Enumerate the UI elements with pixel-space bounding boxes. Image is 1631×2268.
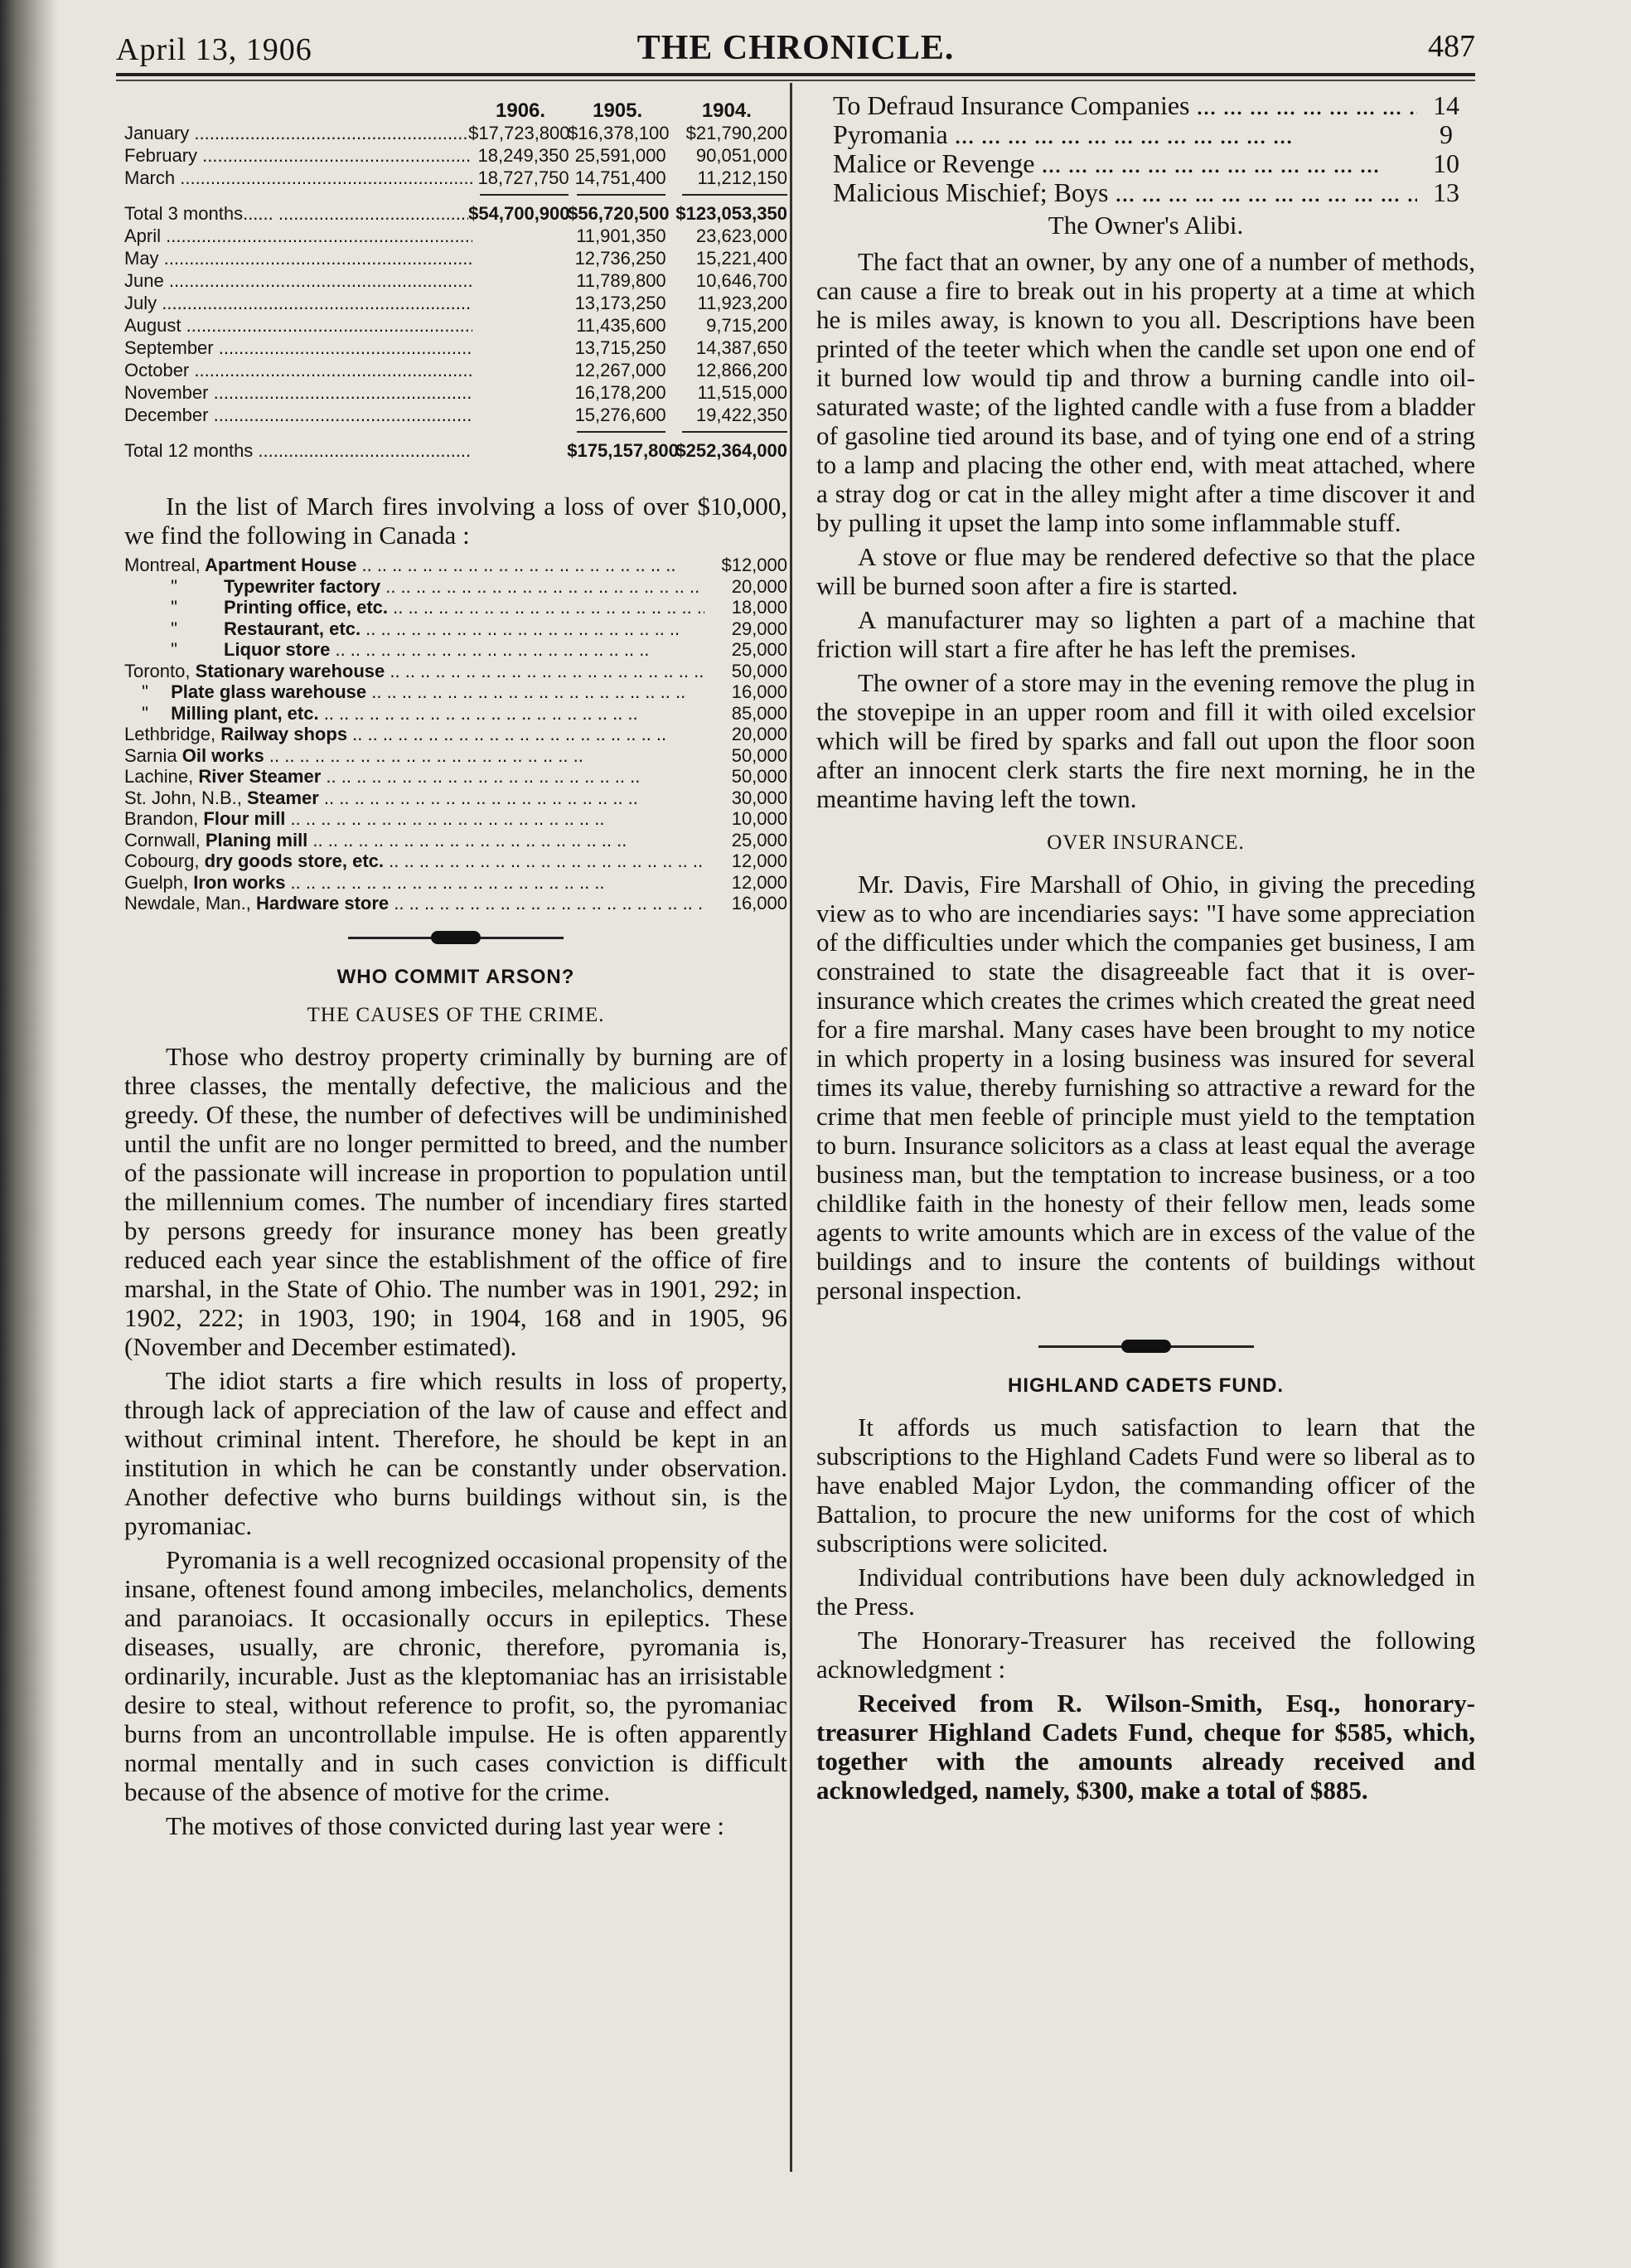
cadets-paragraph-1: It affords us much satisfaction to learn that the subscriptions to the Highland Cadets Fund were so liberal as to have enabled Major Lydon, the commanding officer of the Battalion, to procure the new uniforms for the cost of which subscriptions were solicited. (816, 1413, 1475, 1558)
arson-subheading: THE CAUSES OF THE CRIME. (307, 1003, 605, 1026)
alibi-paragraph-4: The owner of a store may in the evening remove the plug in the stovepipe in an upper room and fill it with oiled excelsior which will be fired by sparks and fall out upon the floor soon after an innocent clerk starts the fire next morning, he in the meantime having left the town. (816, 668, 1475, 813)
binding-shadow (0, 0, 58, 2268)
motives-list (833, 91, 1475, 207)
year-1904: 1904. (701, 99, 752, 122)
table-row (124, 167, 787, 189)
value-1904: $21,790,200 (685, 123, 787, 143)
value-1904: 11,212,150 (697, 167, 788, 188)
value-1904: 15,221,400 (695, 248, 788, 269)
motive-count: 13 (1433, 177, 1459, 207)
month-label: May ..... (124, 247, 472, 269)
fire-item: Oil works (181, 744, 264, 766)
over-insurance-paragraph: Mr. Davis, Fire Marshall of Ohio, in giving the preceding view as to who are incendiaries says: "I have some appreciation of the difficulties under which the companies get business, I am constrained to state the disagreeable fact that it is over-insurance which creates the crimes which created the great need for a fire marshal. Many cases have been brought to my notice in which property in a losing business was insured for several times its value, thereby furnishing so attractive a reward for the crime that men feeble of principle must yield to the temptation to burn. Insurance solicitors as a class at least equal the average business man, but the temptation to increase business, or a too childlike faith in the honesty of their fellow men, leads some agents to write amounts which are in excess of the value of the buildings and to insure the contents of buildings without personal inspection. (816, 870, 1475, 1305)
fire-value: 20,000 (731, 575, 787, 597)
over-insurance-heading: OVER INSURANCE. (1047, 831, 1245, 854)
fire-value: 18,000 (731, 597, 787, 618)
table-row (124, 292, 787, 314)
value-1905: 11,789,800 (576, 270, 666, 291)
fire-place: Toronto, (124, 660, 191, 681)
motive-count: 10 (1433, 148, 1459, 178)
fire-place: Lachine, (124, 766, 194, 787)
value-1905: 15,276,600 (574, 405, 666, 425)
fire-value: 16,000 (731, 893, 787, 914)
fire-item: Liquor store (224, 639, 331, 660)
header-rule (116, 73, 1475, 76)
total-label: Total 12 months ..... (124, 439, 471, 462)
value-1906: 18,249,350 (477, 145, 569, 166)
list-item (124, 639, 787, 661)
arson-heading: WHO COMMIT ARSON? (336, 965, 575, 988)
value-1904: 19,422,350 (695, 405, 788, 425)
fire-loss-table (124, 99, 787, 462)
table-row (124, 404, 787, 426)
fire-place: " (171, 618, 177, 639)
fire-value: 50,000 (731, 744, 787, 766)
value-1905: 14,751,400 (574, 167, 666, 188)
month-label: February ..... (124, 144, 472, 167)
alibi-heading: The Owner's Alibi. (1048, 211, 1244, 240)
header-date: April 13, 1906 (116, 32, 312, 67)
value-1906: $17,723,800 (468, 123, 570, 143)
month-label: August ..... (124, 314, 472, 337)
cadets-paragraph-3: The Honorary-Treasurer has received the following acknowledgment : (816, 1626, 1475, 1684)
fire-place: Brandon, (124, 808, 199, 829)
list-item (833, 178, 1475, 207)
value-1904: 23,623,000 (695, 225, 788, 246)
fire-value: 50,000 (731, 766, 787, 787)
table-row (124, 314, 787, 337)
section-ornament (816, 1338, 1475, 1354)
intro-paragraph: In the list of March fires involving a loss of over $10,000, we find the following in Canada : (124, 492, 787, 550)
section-ornament (124, 929, 787, 946)
value-1906: $54,700,900 (468, 203, 570, 224)
fire-item: Apartment House (205, 555, 357, 575)
value-1905: 11,435,600 (576, 315, 666, 336)
list-item (124, 850, 787, 872)
table-row (124, 247, 787, 269)
month-label: November ..... (124, 381, 472, 404)
month-label: October ..... (124, 359, 472, 381)
motive-label: Malice or Revenge ... . (833, 149, 1417, 178)
value-1905: $56,720,500 (568, 203, 670, 224)
fire-value: 85,000 (731, 702, 787, 724)
table-row (124, 225, 787, 247)
fire-value: 10,000 (731, 808, 787, 829)
fire-value: $12,000 (721, 555, 787, 575)
fire-place: Cobourg, (124, 850, 200, 871)
list-item (124, 893, 787, 914)
arson-paragraph-1: Those who destroy property criminally by burning are of three classes, the mentally defective, the malicious and the greedy. Of these, the number of defectives will be undiminished until the unfit are no longer permitted to breed, and the number of the passionate will increase in proportion to population until the millennium comes. The number of incendiary fires started by persons greedy for insurance money has been greatly reduced each year since the establishment of the office of fire marshal, in the State of Ohio. The number was in 1901, 292; in 1902, 222; in 1903, 190; in 1904, 168 and in 1905, 96 (November and December estimated). (124, 1041, 787, 1361)
column-rule (790, 83, 792, 2172)
fire-item: Planing mill (205, 829, 308, 850)
fire-value: 12,000 (731, 871, 787, 893)
fire-item: Milling plant, etc. (171, 702, 319, 724)
fire-value: 25,000 (731, 639, 787, 660)
list-item (124, 724, 787, 745)
fire-item: dry goods store, etc. (204, 850, 385, 871)
fire-item: Printing office, etc. (224, 597, 389, 618)
fire-value: 30,000 (731, 787, 787, 808)
motive-count: 9 (1440, 119, 1453, 149)
value-1905: 13,173,250 (574, 293, 666, 313)
value-1904: 9,715,200 (706, 315, 788, 336)
list-item (124, 661, 787, 682)
header-rule-thin (116, 80, 1475, 81)
value-1904: 90,051,000 (695, 145, 788, 166)
value-1906: 18,727,750 (477, 167, 569, 188)
fire-place: Montreal, (124, 555, 201, 575)
fire-item: River Steamer (198, 766, 322, 787)
list-item (124, 808, 787, 830)
table-rule (124, 431, 787, 433)
fire-value: 16,000 (731, 681, 787, 702)
fire-place: Newdale, Man., (124, 893, 251, 914)
month-label: September ..... (124, 337, 472, 359)
list-item (833, 91, 1475, 120)
fire-place: Lethbridge, (124, 724, 216, 744)
right-column (816, 90, 1475, 1810)
list-item (124, 766, 787, 788)
fire-item: Plate glass warehouse (171, 681, 367, 702)
cadets-paragraph-2: Individual contributions have been duly acknowledged in the Press. (816, 1563, 1475, 1621)
year-1905: 1905. (593, 99, 643, 122)
alibi-paragraph-3: A manufacturer may so lighten a part of a machine that friction will start a fire after he has left the premises. (816, 605, 1475, 663)
fire-value: 29,000 (731, 618, 787, 639)
fire-item: Railway shops (220, 724, 348, 744)
table-row (124, 337, 787, 359)
total-12-months-row (124, 439, 787, 462)
list-item (124, 830, 787, 851)
arson-paragraph-3: Pyromania is a well recognized occasional propensity of the insane, oftenest found among imbeciles, melancholics, dements and paranoiacs. It occasionally occurs in epileptics. These diseases, usually, are chronic, therefore, pyromania is, ordinarily, incurable. Just as the kleptomaniac has an irrisistable desire to steal, without reference to profit, so, the pyromaniac burns from an uncontrollable impulse. He is often apparently normal mentally and in such cases conviction is difficult because of the absence of motive for the crime. (124, 1544, 787, 1806)
fire-place: " (171, 639, 177, 660)
list-item (124, 681, 787, 703)
table-row (124, 144, 787, 167)
value-1904: 11,515,000 (697, 382, 788, 403)
fire-item: Typewriter factory (224, 575, 381, 597)
alibi-paragraph-1: The fact that an owner, by any one of a number of methods, can cause a fire to break out in his property at a time at which he is miles away, is known to you all. Descriptions have been printed of the teeter which when the candle set upon one end of it burned low would tip and throw a burning candle into oil-saturated waste; of the lighted candle with a fuse from a bladder of gasoline tied around its base, and of tying one end of a string to a lamp and placing the other end, with meat attached, where a stray dog or cat in the alley might after a time discover it and by pulling it upset the lamp into some inflammable stuff. (816, 247, 1475, 537)
arson-paragraph-4: The motives of those convicted during last year were : (166, 1810, 725, 1840)
value-1905: 11,901,350 (576, 225, 666, 246)
month-label: January ..... (124, 122, 468, 144)
fire-item: Hardware store (255, 893, 390, 914)
value-1904: 14,387,650 (695, 337, 788, 358)
motive-label: Malicious Mischief; Boys ... . (833, 178, 1417, 207)
header-title: THE CHRONICLE. (636, 29, 955, 67)
list-item (124, 597, 787, 618)
march-fires-list (124, 555, 787, 914)
table-row (124, 122, 787, 144)
fire-value: 12,000 (731, 850, 787, 871)
fire-place: " (142, 681, 148, 702)
value-1905: $16,378,100 (568, 123, 670, 143)
motive-count: 14 (1433, 90, 1459, 120)
total-3-months-row (124, 202, 787, 225)
value-1904: 10,646,700 (695, 270, 788, 291)
value-1905: $175,157,800 (567, 440, 679, 461)
fire-value: 25,000 (731, 829, 787, 850)
month-label: July ..... (124, 292, 472, 314)
list-item (833, 120, 1475, 149)
fire-place: St. John, N.B., (124, 787, 242, 808)
header-page-number: 487 (1428, 29, 1475, 64)
year-1906: 1906. (496, 99, 546, 122)
fire-item: Restaurant, etc. (224, 618, 361, 639)
list-item (124, 555, 787, 576)
value-1904: $123,053,350 (675, 203, 787, 224)
list-item (124, 745, 787, 767)
left-column (124, 99, 787, 1845)
fire-item: Stationary warehouse (195, 660, 385, 681)
value-1905: 12,267,000 (574, 360, 666, 380)
value-1904: 12,866,200 (695, 360, 788, 380)
fire-place: " (171, 597, 177, 618)
fire-place: Cornwall, (124, 829, 201, 850)
fire-place: Sarnia (124, 744, 177, 766)
month-label: March ..... (124, 167, 472, 189)
month-label: April ..... (124, 225, 472, 247)
fire-place: " (142, 702, 148, 724)
motive-label: To Defraud Insurance Companies ... . (833, 91, 1417, 120)
fire-value: 20,000 (731, 724, 787, 744)
list-item (124, 703, 787, 724)
fire-place: " (171, 575, 177, 597)
fire-place: Guelph, (124, 871, 189, 893)
value-1905: 25,591,000 (574, 145, 666, 166)
cadets-heading: HIGHLAND CADETS FUND. (1008, 1374, 1284, 1397)
table-header (124, 99, 787, 122)
value-1904: 11,923,200 (697, 293, 788, 313)
list-item (833, 149, 1475, 178)
page-header (116, 25, 1475, 75)
list-item (124, 618, 787, 640)
list-item (124, 788, 787, 809)
fire-item: Steamer (246, 787, 319, 808)
fire-item: Flour mill (203, 808, 286, 829)
list-item (124, 872, 787, 894)
table-row (124, 359, 787, 381)
table-rule (124, 194, 787, 196)
motive-label: Pyromania ... . (833, 120, 1417, 149)
value-1905: 12,736,250 (574, 248, 666, 269)
value-1905: 16,178,200 (574, 382, 666, 403)
fire-item: Iron works (193, 871, 286, 893)
list-item (124, 576, 787, 598)
month-label: June ..... (124, 269, 472, 292)
table-row (124, 269, 787, 292)
fire-value: 50,000 (731, 660, 787, 681)
table-row (124, 381, 787, 404)
total-label: Total 3 months...... ..... (124, 202, 468, 225)
cadets-paragraph-4: Received from R. Wilson-Smith, Esq., honorary-treasurer Highland Cadets Fund, cheque for $585, which, together with the amounts already received and acknowledged, namely, $300, make a total of $885. (816, 1689, 1475, 1805)
month-label: December ..... (124, 404, 472, 426)
value-1905: 13,715,250 (574, 337, 666, 358)
arson-paragraph-2: The idiot starts a fire which results in loss of property, through lack of appreciation of the law of cause and effect and without criminal intent. Therefore, he should be kept in an institution in which he can be constantly under observation. Another defective who burns buildings without sin, is the pyromaniac. (124, 1365, 787, 1540)
value-1904: $252,364,000 (675, 440, 788, 461)
alibi-paragraph-2: A stove or flue may be rendered defective so that the place will be burned soon after a fire is started. (816, 542, 1475, 600)
